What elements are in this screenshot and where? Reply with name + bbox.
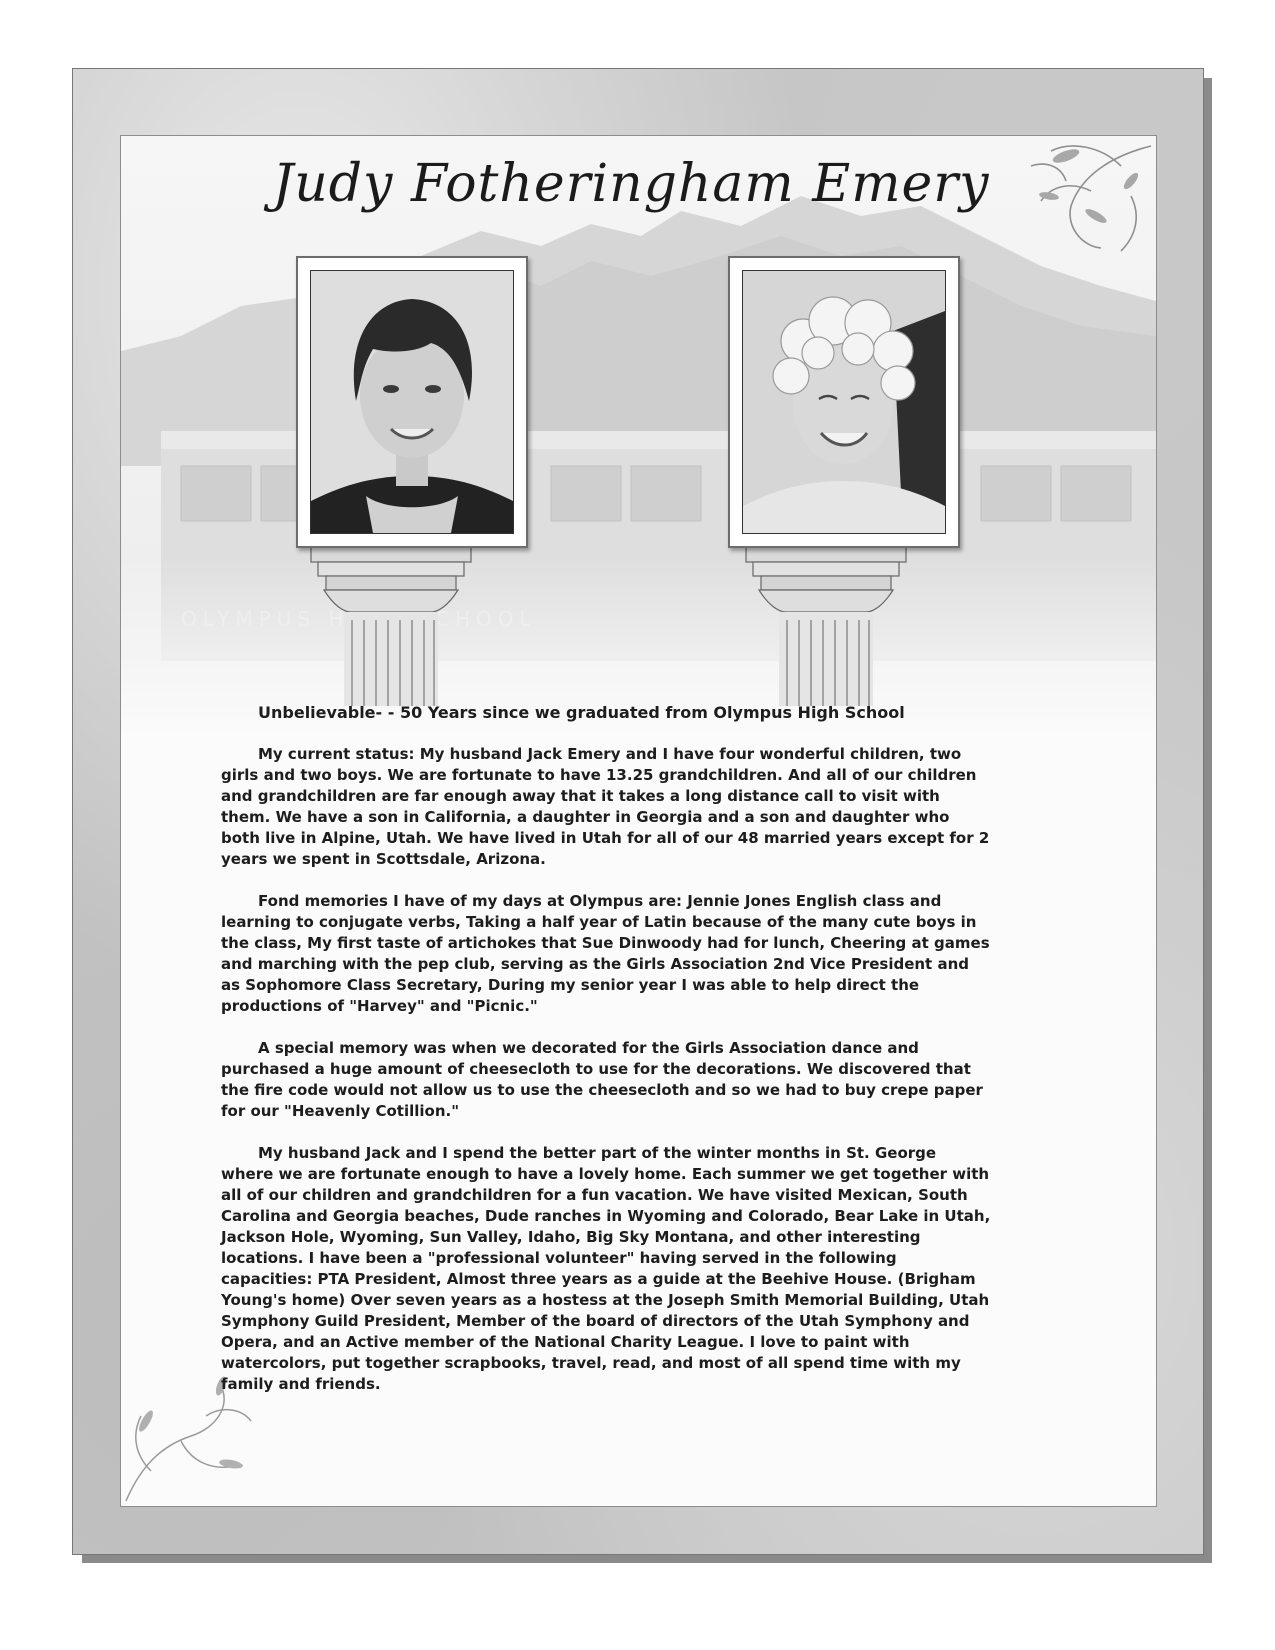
portrait-older-woman-icon — [743, 271, 945, 533]
senior-photo-frame — [296, 256, 528, 548]
biography-text — [221, 744, 991, 1416]
paragraph-special-memory: A special memory was when we decorated for the Girls Association dance and purchased a huge amount of cheesecloth to use for the decorations. We discovered that the fire code would not allow us to use the cheesecloth and so we had to buy crepe paper for our "Heavenly Cotillion." — [221, 1039, 983, 1120]
paragraph-family-life: My husband Jack and I spend the better part of the winter months in St. George where we are fortunate enough to have a lovely home. Each summer we get together with all of our children and grandchildren for a fun vacation. We have visited Mexican, South Carolina and Georgia beaches, Dude ranches in Wyoming and Colorado, Bear Lake in Utah, Jackson Hole, Wyoming, Sun Valley, Idaho, Big Sky Montana, and other interesting locations. I have been a "professional volunteer" having served in the following capacities: PTA President, Almost three years as a guide at the Beehive House. (Brigham Young's home) Over seven years as a hostess at the Joseph Smith Memorial Building, Utah Symphony Guild President, Member of the board of directors of the Utah Symphony and Opera, and an Active member of the National Charity League. I love to paint with watercolors, put together scrapbooks, travel, read, and most of all spend time with my family and friends. — [221, 1144, 991, 1393]
portrait-young-woman-icon — [311, 271, 513, 533]
intro-line: Unbelievable- - 50 Years since we graduated from Olympus High School — [258, 703, 905, 722]
current-photo-frame — [728, 256, 960, 548]
content-panel — [120, 135, 1157, 1507]
column-pedestal-right — [741, 536, 911, 706]
senior-portrait-photo — [310, 270, 514, 534]
page-title: Judy Fotheringham Emery — [272, 154, 990, 214]
paragraph-current-status: My current status: My husband Jack Emery and I have four wonderful children, two girls and two boys. We are fortunate to have 13.25 grandchildren. And all of our children and grandchildren are far enough away that it takes a long distance call to visit with them. We have a son in California, a daughter in Georgia and a son and daughter who both live in Alpine, Utah. We have lived in Utah for all of our 48 married years except for 2 years we spent in Scottsdale, Arizona. — [221, 745, 990, 868]
column-pedestal-left — [306, 536, 476, 706]
current-portrait-photo — [742, 270, 946, 534]
paragraph-fond-memories: Fond memories I have of my days at Olympus are: Jennie Jones English class and learning to conjugate verbs, Taking a half year of Latin because of the many cute boys in the class, My first taste of artichokes that Sue Dinwoody had for lunch, Cheering at games and marching with the pep club, serving as the Girls Association 2nd Vice President and as Sophomore Class Secretary, During my senior year I was able to help direct the productions of "Harvey" and "Picnic." — [221, 892, 990, 1015]
